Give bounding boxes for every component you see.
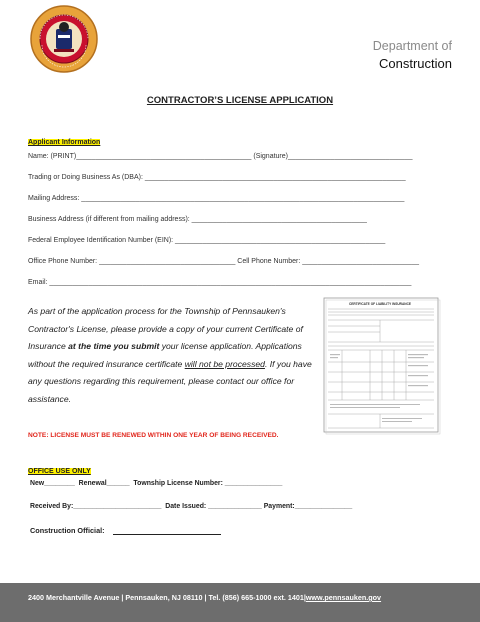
- instructions-part2: your license application. Applications without the required insurance certificate: [28, 341, 302, 369]
- footer-website-link[interactable]: www.pennsauken.gov: [305, 593, 382, 602]
- renewal-note: NOTE: LICENSE MUST BE RENEWED WITHIN ONE YEAR OF BEING RECEIVED.: [28, 432, 279, 439]
- office-use-heading: [28, 460, 91, 478]
- page-title: CONTRACTOR’S LICENSE APPLICATION: [146, 95, 334, 106]
- office-use-label: OFFICE USE ONLY: [28, 468, 91, 475]
- instructions-part1: As part of the application process for the Township of Pennsauken's Contractor's License, please provide a copy of your current Certificate of Insurance: [28, 306, 303, 352]
- license-type-line[interactable]: New________ Renewal______ Township License Number: _______________: [30, 480, 283, 487]
- dept-line1: Department of: [372, 39, 452, 53]
- footer-bar: [0, 583, 480, 622]
- instructions-bold: at the time you submit: [68, 341, 160, 352]
- mailing-address-field[interactable]: Mailing Address: ___________________________________________________________________________________: [28, 195, 405, 202]
- instructions-part3: . If you have any questions regarding this requirement, please contact our office for assistance.: [28, 358, 312, 404]
- name-field[interactable]: Name: (PRINT)_____________________________________________ (Signature)________________________________: [28, 153, 413, 160]
- certificate-title: CERTIFICATE OF LIABILITY INSURANCE: [348, 302, 412, 306]
- ein-field[interactable]: Federal Employee Identification Number (EIN): ______________________________________________________: [28, 237, 386, 244]
- insurance-instructions: [28, 303, 313, 409]
- township-seal-logo: [30, 5, 98, 73]
- construction-official-signature-line[interactable]: [113, 525, 221, 535]
- instructions-underlined: will not be processed: [184, 358, 265, 369]
- construction-official-line[interactable]: [30, 525, 221, 535]
- phone-field[interactable]: Office Phone Number: ___________________________________ Cell Phone Number: ______________________________: [28, 258, 420, 265]
- department-label: [373, 38, 452, 72]
- footer-address: 2400 Merchantville Avenue | Pennsauken, NJ 08110 | Tel. (856) 665-1000 ext. 1401|: [28, 593, 306, 602]
- certificate-of-insurance-image: [322, 296, 442, 436]
- applicant-info-heading: [28, 131, 100, 149]
- applicant-info-label: Applicant Information: [28, 139, 101, 146]
- dept-line2: Construction: [379, 56, 452, 71]
- received-by-line[interactable]: Received By:_______________________ Date Issued: ______________ Payment:_______________: [30, 503, 353, 510]
- business-address-field[interactable]: Business Address (if different from mailing address): _____________________________________________: [28, 216, 367, 223]
- email-field[interactable]: Email: _____________________________________________________________________________________________: [28, 279, 412, 286]
- dba-field[interactable]: Trading or Doing Business As (DBA): ___________________________________________________________________: [28, 174, 406, 181]
- footer-contact: [28, 593, 381, 602]
- construction-official-label: Construction Official:: [30, 526, 105, 535]
